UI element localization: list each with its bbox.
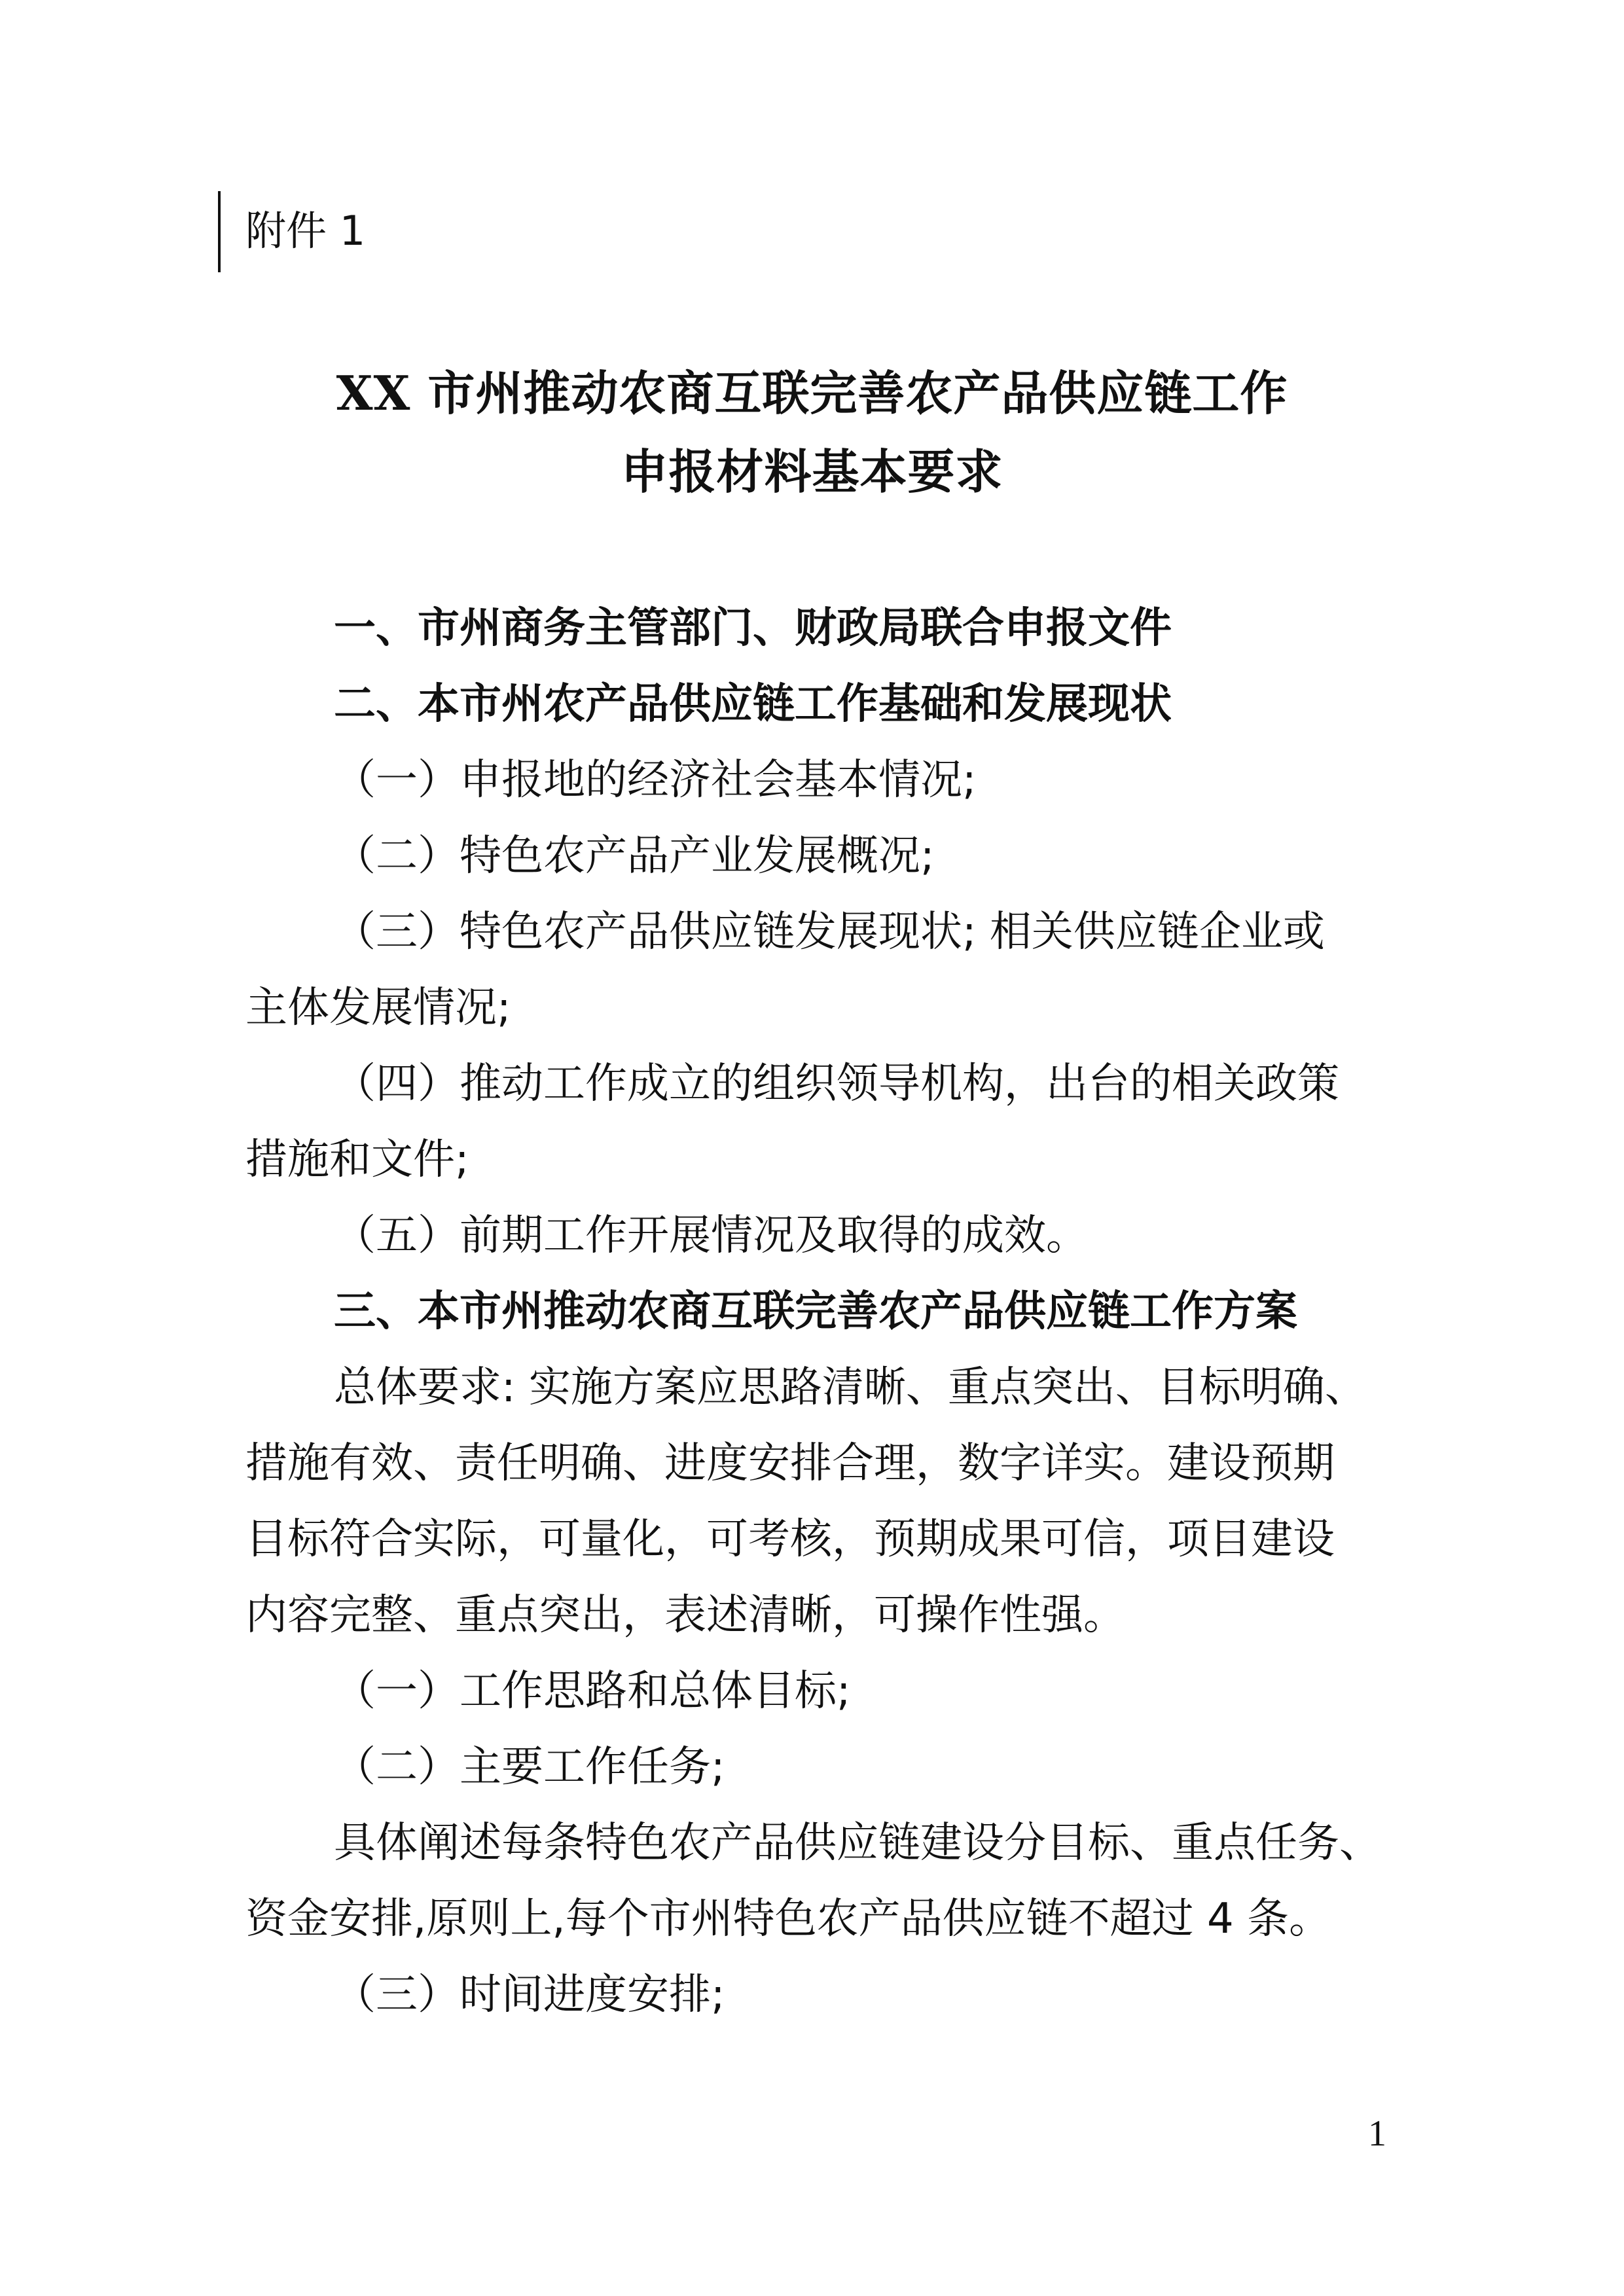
list-item-text: （二）主要工作任务;	[334, 1743, 725, 1791]
list-item-text: （三）特色农产品供应链发展现状; 相关供应链企业或	[334, 908, 1325, 956]
list-item-text: 措施和文件;	[245, 1136, 469, 1184]
heading-text: 三、本市州推动农商互联完善农产品供应链工作方案	[334, 1287, 1297, 1336]
list-item-text: （一）工作思路和总体目标;	[334, 1667, 851, 1715]
attachment-label: 附件 1	[245, 207, 366, 255]
list-item-text: （三）时间进度安排;	[334, 1971, 725, 2019]
list-item-text: （二）特色农产品产业发展概况;	[334, 832, 935, 880]
document-title-line-1: XX 市州推动农商互联完善农产品供应链工作	[336, 365, 1288, 421]
detail-text: 具体阐述每条特色农产品供应链建设分目标、重点任务、	[334, 1819, 1381, 1867]
list-item-text: （四）推动工作成立的组织领导机构，出台的相关政策	[334, 1060, 1339, 1108]
list-item-text: （五）前期工作开展情况及取得的成效。	[334, 1211, 1088, 1260]
page-number: 1	[1368, 2113, 1386, 2154]
requirement-text: 措施有效、责任明确、进度安排合理，数字详实。建设预期	[245, 1439, 1335, 1488]
heading-text: 一、市州商务主管部门、财政局联合申报文件	[334, 604, 1172, 653]
heading-text: 二、本市州农产品供应链工作基础和发展现状	[334, 680, 1172, 728]
margin-rule	[218, 191, 221, 272]
list-item-text: （一）申报地的经济社会基本情况;	[334, 756, 977, 804]
requirement-text: 总体要求: 实施方案应思路清晰、重点突出、目标明确、	[334, 1363, 1367, 1412]
requirement-text: 目标符合实际，可量化，可考核，预期成果可信，项目建设	[245, 1515, 1335, 1564]
list-item-text: 主体发展情况;	[245, 984, 511, 1032]
detail-text: 资金安排,原则上,每个市州特色农产品供应链不超过 4 条。	[245, 1895, 1331, 1943]
document-title-line-2: 申报材料基本要求	[621, 444, 1003, 499]
requirement-text: 内容完整、重点突出，表述清晰，可操作性强。	[245, 1591, 1125, 1640]
